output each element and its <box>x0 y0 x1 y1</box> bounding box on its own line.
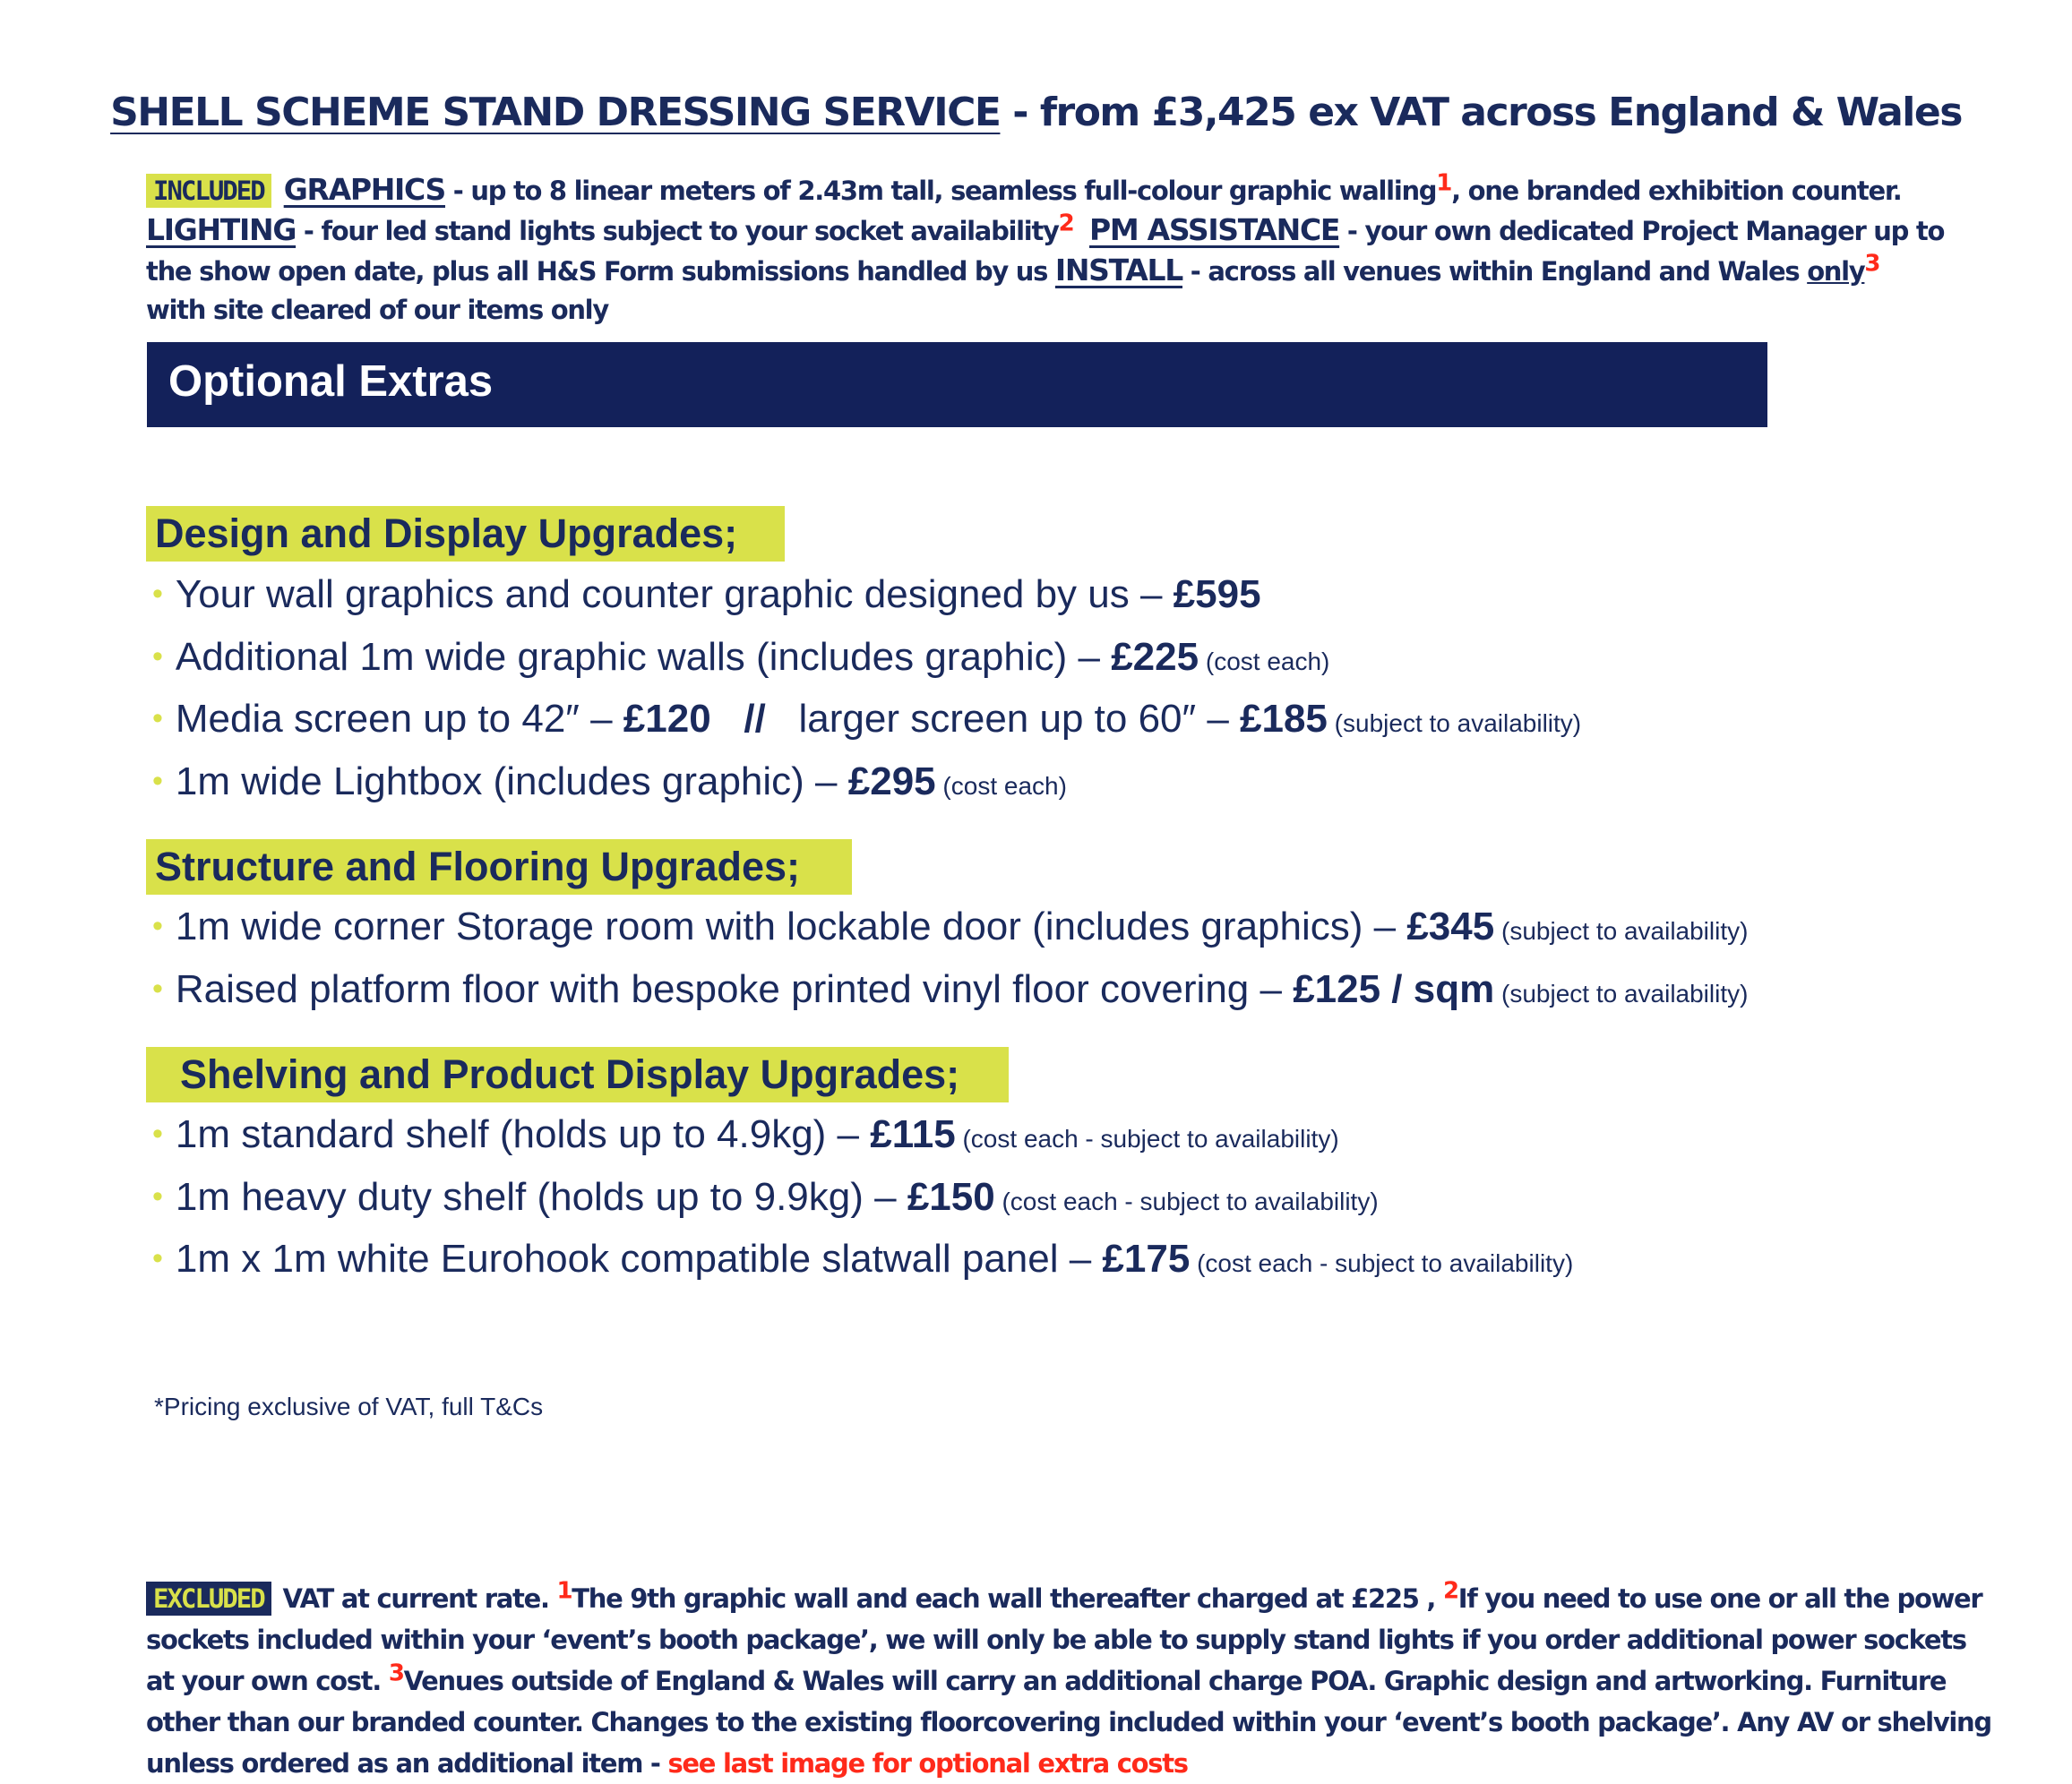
title-underlined: SHELL SCHEME STAND DRESSING SERVICE <box>110 90 1001 135</box>
excluded-text-4: Venues outside of England & Wales will carry an additional charge POA. Graphic design and artworking. Furniture other than our branded counter. Changes to the existing floorcovering included within your ‘event’s booth package’. Any AV or shelving unless ordered as an additional item - <box>146 1666 1991 1779</box>
item-text: 1m x 1m white Eurohook compatible slatwall panel – <box>175 1237 1103 1281</box>
item-note: (cost each) <box>935 772 1067 800</box>
bullet-icon: • <box>152 577 163 611</box>
included-tag: INCLUDED <box>146 174 271 208</box>
bullet-icon: • <box>152 1241 163 1275</box>
list-item <box>152 692 1581 750</box>
bullet-icon: • <box>152 1179 163 1214</box>
item-text: 1m wide corner Storage room with lockable door (includes graphics) – <box>175 905 1407 948</box>
item-text: 1m wide Lightbox (includes graphic) – <box>175 759 848 803</box>
excluded-tag: EXCLUDED <box>146 1582 271 1616</box>
section-heading-shelving: Shelving and Product Display Upgrades; <box>146 1047 1009 1102</box>
item-text: Your wall graphics and counter graphic designed by us – <box>175 572 1174 616</box>
item-text: 1m heavy duty shelf (holds up to 9.9kg) – <box>175 1175 907 1219</box>
list-item <box>152 630 1329 689</box>
excluded-text-2: The 9th graphic wall and each wall thereafter charged at £225 , <box>572 1583 1443 1614</box>
title-rest: - from £3,425 ex VAT across England & Wales <box>1000 90 1962 135</box>
bullet-icon: • <box>152 1117 163 1151</box>
item-price: £225 <box>1111 635 1199 679</box>
install-text: - across all venues within England and Wales <box>1182 256 1808 287</box>
lighting-text: - four led stand lights subject to your socket availability <box>296 216 1059 246</box>
item-price: £120 // <box>623 697 766 741</box>
list-item <box>152 1232 1573 1291</box>
install-label: INSTALL <box>1054 253 1182 287</box>
list-item <box>152 900 1748 958</box>
excluded-text-1: VAT at current rate. <box>274 1583 557 1614</box>
list-item <box>152 963 1748 1021</box>
item-price: £345 <box>1406 905 1495 948</box>
pm-label: PM ASSISTANCE <box>1089 212 1340 247</box>
item-price-2: £185 <box>1240 697 1328 741</box>
item-price: £295 <box>847 759 936 803</box>
item-note: (cost each - subject to availability) <box>994 1188 1379 1215</box>
bullet-icon: • <box>152 909 163 943</box>
item-text: Additional 1m wide graphic walls (includes graphic) – <box>175 635 1112 679</box>
footnote-3: 3 <box>388 1660 404 1687</box>
footnote-ref-3: 3 <box>1864 250 1880 278</box>
install-text-2: with site cleared of our items only <box>146 295 608 325</box>
pricing-note: *Pricing exclusive of VAT, full T&Cs <box>154 1393 544 1420</box>
graphics-text-2: , one branded exhibition counter. <box>1451 176 1902 206</box>
item-text: Media screen up to 42″ – <box>175 697 623 741</box>
optional-costs-note: see last image for optional extra costs <box>667 1748 1188 1779</box>
item-text: 1m standard shelf (holds up to 4.9kg) – <box>175 1112 871 1156</box>
item-text-2: larger screen up to 60″ – <box>765 697 1241 741</box>
footnote-1: 1 <box>556 1577 572 1605</box>
bullet-icon: • <box>152 639 163 673</box>
footnote-2: 2 <box>1442 1577 1458 1605</box>
footnote-ref-1: 1 <box>1436 169 1452 197</box>
item-price: £175 <box>1102 1237 1191 1281</box>
pm-text: - your own dedicated Project Manager up to the show open date, plus all H&S Form submissions handled by us <box>146 216 1945 287</box>
section-heading-structure: Structure and Flooring Upgrades; <box>146 839 852 895</box>
banner-label: Optional Extras <box>168 357 494 406</box>
included-paragraph <box>146 170 1947 330</box>
page-title <box>0 90 2072 135</box>
item-note: (cost each - subject to availability) <box>1190 1249 1574 1277</box>
list-item <box>152 568 1261 624</box>
list-item <box>152 755 1067 813</box>
item-price: £595 <box>1173 572 1261 616</box>
only-underlined: only <box>1807 256 1865 287</box>
item-note: (subject to availability) <box>1494 917 1749 945</box>
item-price: £125 / sqm <box>1293 967 1495 1011</box>
item-note: (cost each) <box>1199 648 1330 675</box>
item-note: (subject to availability) <box>1327 709 1582 737</box>
item-note: (subject to availability) <box>1494 980 1749 1008</box>
bullet-icon: • <box>152 701 163 735</box>
item-price: £115 <box>870 1112 956 1156</box>
graphics-text: - up to 8 linear meters of 2.43m tall, seamless full-colour graphic walling <box>445 176 1437 206</box>
item-text: Raised platform floor with bespoke printed vinyl floor covering – <box>175 967 1294 1011</box>
bullet-icon: • <box>152 972 163 1006</box>
section-heading-design: Design and Display Upgrades; <box>146 506 785 562</box>
graphics-label: GRAPHICS <box>283 172 446 207</box>
list-item <box>152 1108 1339 1166</box>
item-price: £150 <box>907 1175 995 1219</box>
footnote-ref-2: 2 <box>1058 210 1074 237</box>
lighting-label: LIGHTING <box>146 212 297 247</box>
bullet-icon: • <box>152 764 163 798</box>
optional-extras-banner <box>147 342 1767 427</box>
excluded-text-3: If you need to use one or all the power sockets included within your ‘event’s booth package’, we will only be able to supply stand lights if you order additional power sockets at your own cost. <box>146 1583 1982 1696</box>
excluded-paragraph <box>146 1578 1991 1784</box>
item-note: (cost each - subject to availability) <box>955 1125 1339 1153</box>
list-item <box>152 1171 1379 1229</box>
